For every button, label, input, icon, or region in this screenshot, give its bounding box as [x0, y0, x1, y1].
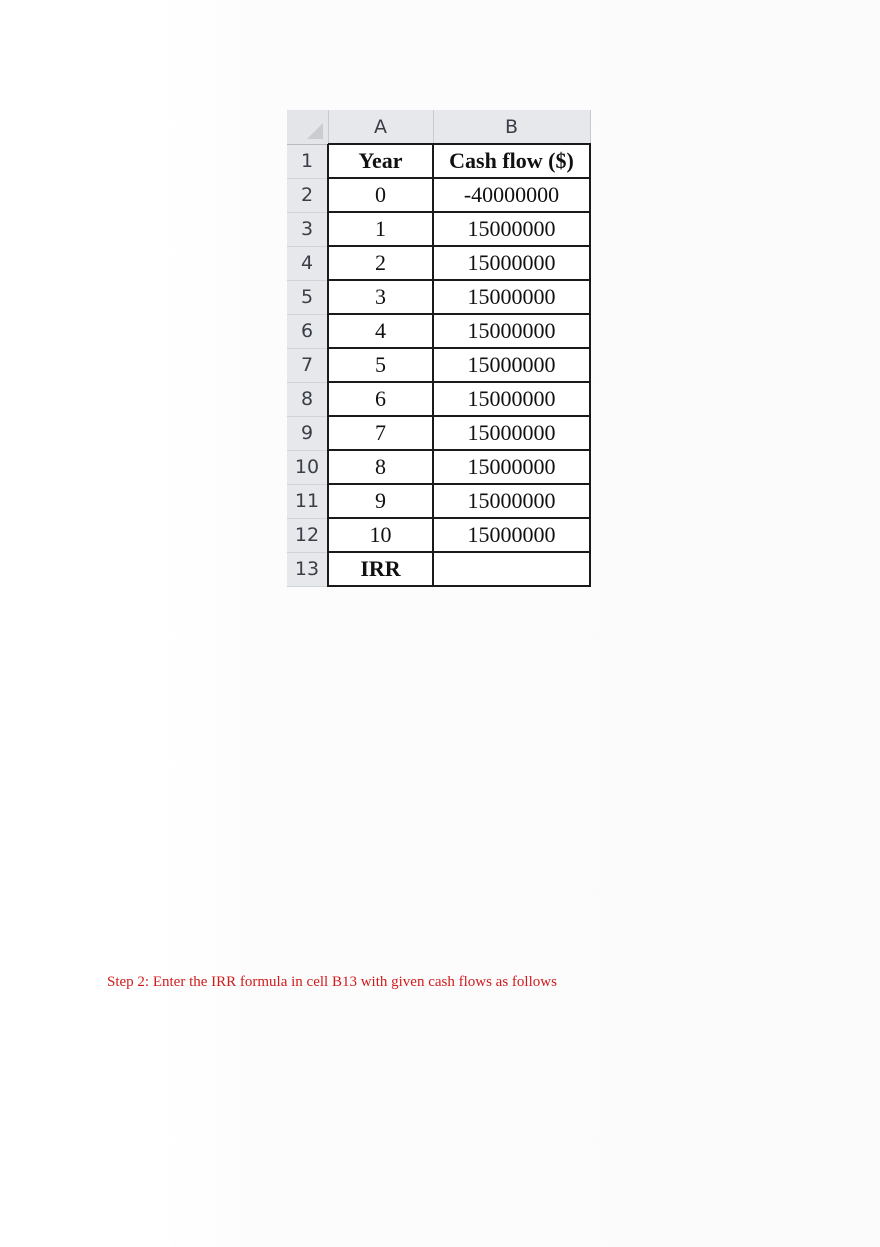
cell-b5: 15000000 [433, 280, 590, 314]
sheet-row [287, 348, 590, 382]
cell-b4: 15000000 [433, 246, 590, 280]
select-all-corner [287, 110, 328, 144]
row-number: 2 [287, 178, 328, 212]
sheet-row [287, 212, 590, 246]
cell-a6: 4 [328, 314, 433, 348]
row-number: 8 [287, 382, 328, 416]
column-header-row [287, 110, 590, 144]
cell-a5: 3 [328, 280, 433, 314]
sheet-row [287, 518, 590, 552]
row-number: 6 [287, 314, 328, 348]
row-number: 7 [287, 348, 328, 382]
cell-a1: Year [328, 144, 433, 178]
spreadsheet-screenshot [287, 110, 591, 587]
cell-b11: 15000000 [433, 484, 590, 518]
cell-a12: 10 [328, 518, 433, 552]
cell-b12: 15000000 [433, 518, 590, 552]
cell-a8: 6 [328, 382, 433, 416]
cell-b10: 15000000 [433, 450, 590, 484]
row-number: 11 [287, 484, 328, 518]
column-header-b: B [433, 110, 590, 144]
cell-a3: 1 [328, 212, 433, 246]
row-number: 12 [287, 518, 328, 552]
cell-a13: IRR [328, 552, 433, 586]
cell-a9: 7 [328, 416, 433, 450]
row-number: 3 [287, 212, 328, 246]
cell-b13 [433, 552, 590, 586]
cell-b7: 15000000 [433, 348, 590, 382]
sheet-row [287, 144, 590, 178]
sheet-row [287, 484, 590, 518]
cell-a2: 0 [328, 178, 433, 212]
cell-a11: 9 [328, 484, 433, 518]
sheet-row [287, 450, 590, 484]
cell-b6: 15000000 [433, 314, 590, 348]
row-number: 4 [287, 246, 328, 280]
cell-b8: 15000000 [433, 382, 590, 416]
column-header-a: A [328, 110, 433, 144]
cell-a10: 8 [328, 450, 433, 484]
sheet-row [287, 280, 590, 314]
sheet-row [287, 416, 590, 450]
row-number: 13 [287, 552, 328, 586]
cell-a4: 2 [328, 246, 433, 280]
row-number: 9 [287, 416, 328, 450]
row-number: 5 [287, 280, 328, 314]
cell-b1: Cash flow ($) [433, 144, 590, 178]
sheet-row [287, 178, 590, 212]
step-2-caption: Step 2: Enter the IRR formula in cell B13 with given cash flows as follows [107, 974, 557, 990]
row-number: 1 [287, 144, 328, 178]
cell-a7: 5 [328, 348, 433, 382]
cell-b3: 15000000 [433, 212, 590, 246]
sheet-row [287, 552, 590, 586]
cell-b9: 15000000 [433, 416, 590, 450]
cell-b2: -40000000 [433, 178, 590, 212]
sheet-row [287, 246, 590, 280]
sheet-row [287, 382, 590, 416]
sheet-row [287, 314, 590, 348]
row-number: 10 [287, 450, 328, 484]
